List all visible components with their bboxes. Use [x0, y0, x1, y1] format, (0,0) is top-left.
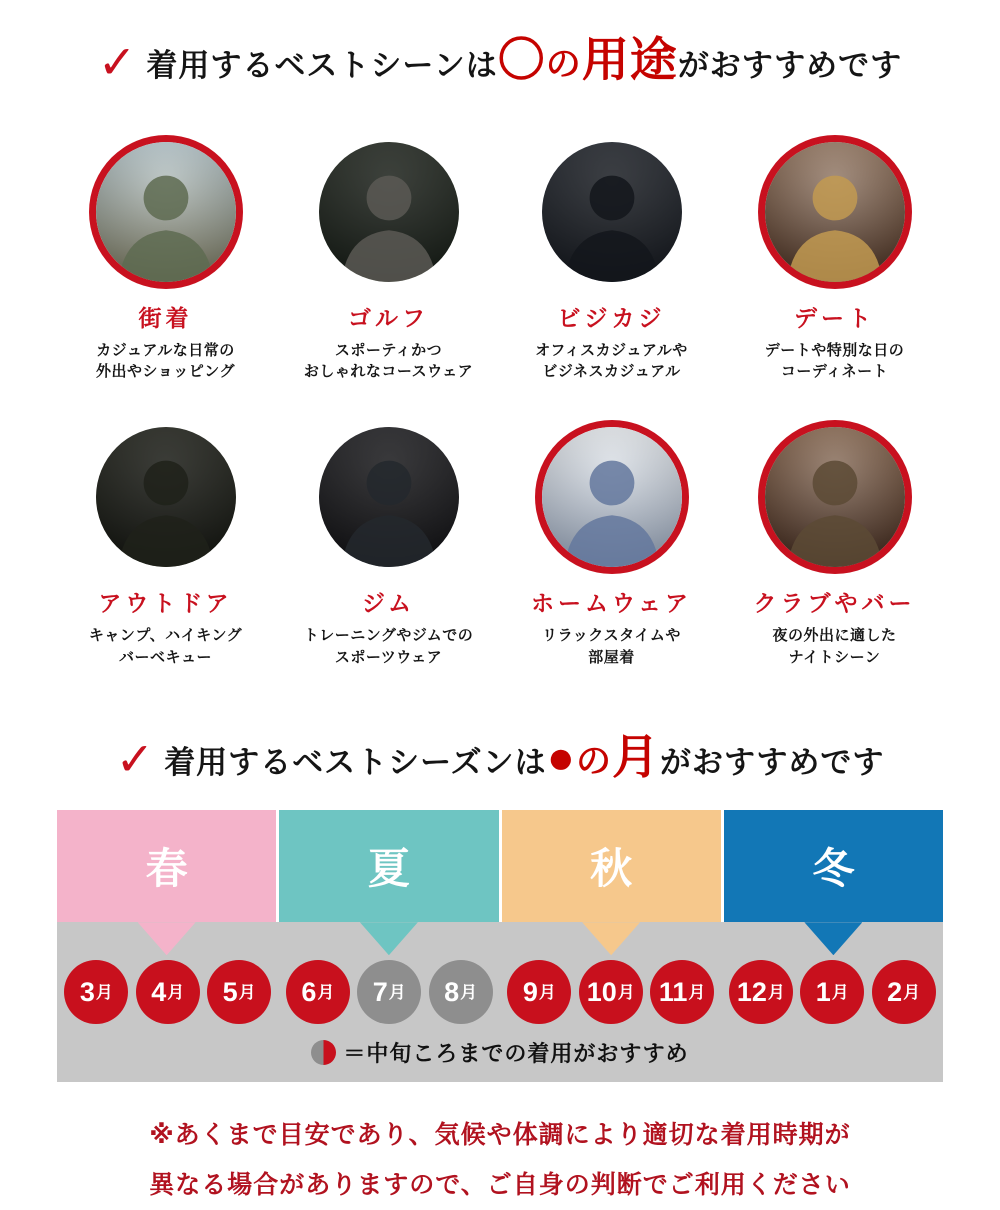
season-band-winter [724, 810, 943, 922]
scene-card-outdoor [54, 419, 277, 669]
month-number: 8 [444, 976, 460, 1007]
season-heading-highlight-symbol: ● [546, 729, 577, 783]
scene-desc-line2: バーベキュー [118, 648, 212, 666]
scene-description [723, 625, 946, 669]
month-chip [64, 960, 128, 1024]
scene-photo [96, 142, 236, 282]
disclaimer-line2: 異なる場合がありますので、ご自身の判断でご利用ください [149, 1171, 851, 1200]
month-number: 9 [522, 976, 538, 1007]
scene-photo [765, 427, 905, 567]
scene-desc-line1: オフィスカジュアルや [535, 341, 688, 359]
scene-desc-line2: 部屋着 [588, 648, 635, 666]
scene-photo [765, 142, 905, 282]
month-suffix: 月 [903, 982, 921, 1002]
scene-photo [319, 142, 459, 282]
scene-photo [542, 142, 682, 282]
scene-card-golf [277, 134, 500, 384]
month-suffix: 月 [688, 982, 706, 1002]
season-band-spring [57, 810, 276, 922]
person-silhouette-icon [319, 142, 459, 282]
scene-desc-line1: カジュアルな日常の [96, 341, 235, 359]
month-number: 3 [79, 976, 95, 1007]
month-number: 1 [815, 976, 831, 1007]
scene-desc-line1: リラックスタイムや [542, 627, 681, 645]
month-suffix: 月 [538, 982, 556, 1002]
scene-heading-highlight-word: 用途 [581, 33, 678, 86]
season-heading-highlight-particle: の [576, 741, 613, 781]
month-number: 6 [301, 976, 317, 1007]
month-number: 12 [736, 976, 767, 1007]
month-chip [872, 960, 936, 1024]
scene-desc-line2: ビジネスカジュアル [542, 363, 681, 381]
month-suffix: 月 [167, 982, 185, 1002]
legend [57, 1037, 943, 1068]
month-chip [729, 960, 793, 1024]
season-heading-pre: 着用するベストシーズンは [164, 744, 547, 780]
scene-description [723, 340, 946, 384]
season-band-summer [279, 810, 498, 922]
month-chip [429, 960, 493, 1024]
season-label: 冬 [812, 845, 855, 893]
month-chip [357, 960, 421, 1024]
season-band-autumn [502, 810, 721, 922]
scene-desc-line1: トレーニングやジムでの [303, 627, 474, 645]
check-icon: ✓ [97, 36, 137, 88]
scene-photo [96, 427, 236, 567]
person-silhouette-icon [765, 142, 905, 282]
month-chip [650, 960, 714, 1024]
month-number: 10 [586, 976, 617, 1007]
scene-desc-line2: スポーツウェア [334, 648, 443, 666]
scene-label: 街着 [138, 304, 193, 331]
month-suffix: 月 [831, 982, 849, 1002]
month-number: 4 [151, 976, 167, 1007]
scene-desc-line2: ナイトシーン [788, 648, 881, 666]
month-chip [800, 960, 864, 1024]
month-group-winter [722, 960, 944, 1024]
scene-desc-line1: 夜の外出に適した [772, 627, 897, 645]
scene-photo [319, 427, 459, 567]
scene-card-machigi [54, 134, 277, 384]
scene-card-bizcasual [500, 134, 723, 384]
half-circle-legend-icon [311, 1040, 336, 1065]
disclaimer-line1: ※あくまで目安であり、気候や体調により適切な着用時期が [149, 1121, 851, 1150]
month-suffix: 月 [767, 982, 785, 1002]
legend-text: ＝中旬ころまでの着用がおすすめ [343, 1041, 689, 1067]
person-silhouette-icon [96, 142, 236, 282]
person-silhouette-icon [96, 427, 236, 567]
month-number: 11 [658, 976, 688, 1007]
disclaimer-note [0, 1110, 1000, 1210]
month-number: 7 [372, 976, 388, 1007]
person-silhouette-icon [319, 427, 459, 567]
month-suffix: 月 [238, 982, 256, 1002]
scene-card-gym [277, 419, 500, 669]
scene-description [500, 625, 723, 669]
scene-label: デート [794, 304, 875, 331]
scene-description [277, 625, 500, 669]
scene-card-club-bar [723, 419, 946, 669]
scene-description [54, 340, 277, 384]
scene-heading-post: がおすすめです [677, 48, 903, 83]
person-silhouette-icon [542, 142, 682, 282]
month-suffix: 月 [460, 982, 478, 1002]
month-chip [207, 960, 271, 1024]
month-number: 5 [222, 976, 238, 1007]
person-silhouette-icon [765, 427, 905, 567]
scene-heading-pre: 着用するベストシーンは [146, 48, 498, 83]
month-suffix: 月 [388, 982, 406, 1002]
season-label: 夏 [367, 845, 410, 893]
scene-photo [542, 427, 682, 567]
season-heading-post: がおすすめです [660, 744, 885, 780]
scene-label: ホームウェア [530, 590, 693, 617]
scene-desc-line2: コーディネート [780, 363, 889, 381]
check-icon: ✓ [115, 732, 155, 785]
scene-desc-line2: 外出やショッピング [96, 363, 235, 381]
scene-desc-line1: キャンプ、ハイキング [88, 627, 243, 645]
scene-description [54, 625, 277, 669]
scene-desc-line2: おしゃれなコースウェア [303, 363, 474, 381]
scene-label: ゴルフ [348, 304, 429, 331]
scene-heading [0, 34, 1000, 88]
month-suffix: 月 [617, 982, 635, 1002]
scene-heading-highlight-particle: の [545, 45, 582, 84]
month-chip [579, 960, 643, 1024]
month-group-autumn [500, 960, 722, 1024]
scene-desc-line1: スポーティかつ [334, 341, 443, 359]
season-heading-highlight-word: 月 [612, 729, 661, 783]
scene-label: クラブやバー [753, 590, 916, 617]
month-number: 2 [887, 976, 903, 1007]
person-silhouette-icon [542, 427, 682, 567]
month-chip [507, 960, 571, 1024]
scene-heading-highlight-symbol: 〇 [497, 33, 546, 86]
season-label: 春 [145, 845, 188, 893]
month-suffix: 月 [95, 982, 113, 1002]
month-chip [136, 960, 200, 1024]
scene-desc-line1: デートや特別な日の [764, 341, 905, 359]
season-heading [0, 731, 1000, 785]
months-band [57, 922, 943, 1082]
season-chart [57, 810, 943, 1082]
scene-label: ビジカジ [557, 304, 666, 331]
scene-label: アウトドア [98, 590, 233, 617]
months-row [57, 960, 943, 1024]
month-group-summer [279, 960, 501, 1024]
season-label: 秋 [590, 845, 633, 893]
month-chip [286, 960, 350, 1024]
season-band-row [57, 810, 943, 922]
scene-description [277, 340, 500, 384]
scene-card-homewear [500, 419, 723, 669]
scene-grid [54, 134, 946, 669]
month-suffix: 月 [317, 982, 335, 1002]
scene-label: ジム [361, 590, 416, 617]
scene-card-date [723, 134, 946, 384]
month-group-spring [57, 960, 279, 1024]
scene-description [500, 340, 723, 384]
